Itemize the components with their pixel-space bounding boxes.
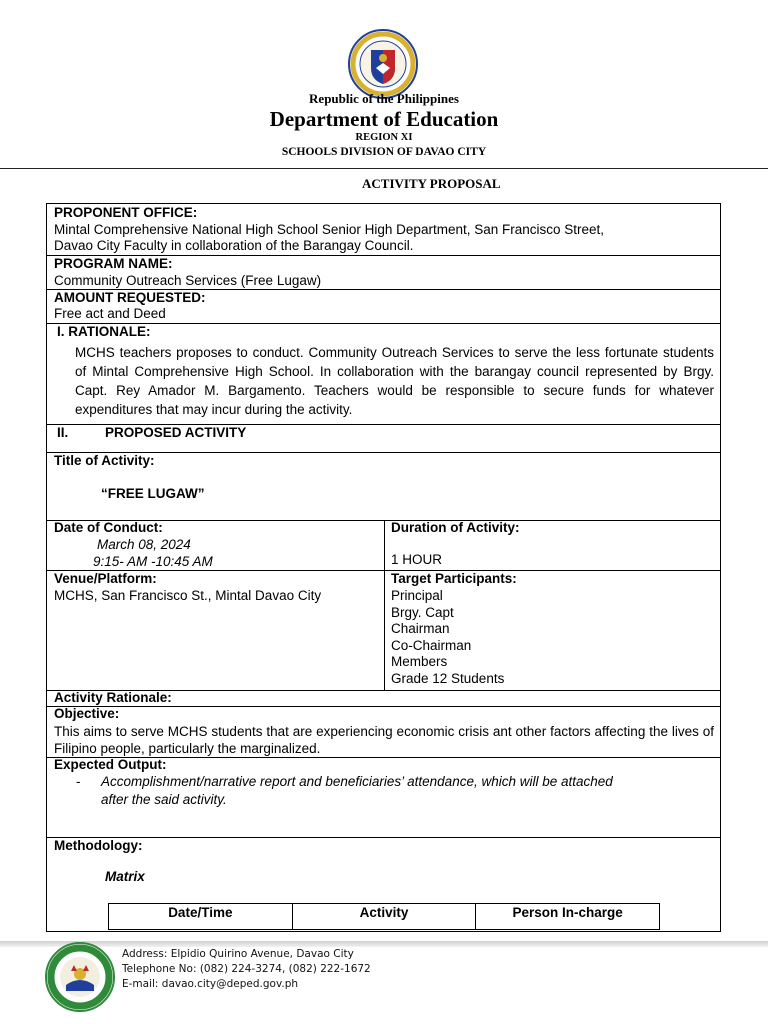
header-republic: Republic of the Philippines [309, 91, 459, 106]
expected-output-line2: after the said activity. [101, 792, 227, 807]
expected-output-label: Expected Output: [54, 757, 167, 772]
matrix-column-datetime: Date/Time [109, 904, 293, 929]
duration-label: Duration of Activity: [391, 520, 520, 535]
header-department: Department of Education [269, 107, 499, 131]
participant-item: Members [391, 654, 448, 669]
footer-address: Address: Elpidio Quirino Avenue, Davao City [122, 948, 354, 960]
duration-value: 1 HOUR [391, 552, 443, 567]
venue-label: Venue/Platform: [54, 571, 157, 586]
footer-phone: Telephone No: (082) 224-3274, (082) 222-1672 [122, 963, 371, 975]
header-division: SCHOOLS DIVISION OF DAVAO CITY [281, 146, 487, 158]
matrix-label: Matrix [105, 869, 145, 884]
deped-seal-logo [347, 28, 419, 100]
proponent-office-label: PROPONENT OFFICE: [54, 205, 198, 220]
header-divider [0, 168, 768, 169]
date-of-conduct-time: 9:15- AM -10:45 AM [93, 554, 213, 569]
objective-text: This aims to serve MCHS students that are experiencing economic crisis ant other factors affecting the lives of Filipino people, particularly the marginalized. [54, 724, 714, 756]
division-logo [44, 941, 116, 1013]
program-name-value: Community Outreach Services (Free Lugaw) [54, 273, 322, 288]
column-divider [384, 520, 385, 690]
proposed-activity-label: PROPOSED ACTIVITY [105, 425, 247, 440]
expected-output-bullet: - [76, 774, 81, 789]
amount-requested-label: AMOUNT REQUESTED: [54, 290, 206, 305]
rationale-label: I. RATIONALE: [57, 324, 151, 339]
date-of-conduct-label: Date of Conduct: [54, 520, 163, 535]
program-name-label: PROGRAM NAME: [54, 256, 173, 271]
participant-item: Principal [391, 588, 443, 603]
rationale-text: MCHS teachers proposes to conduct. Community Outreach Services to serve the less fortunate students of Mintal Comprehensive High School. In collaboration with the barangay council represented by Brgy. Capt. Rey Amador M. Bargamento. Teachers would be responsible to secure funds for whatever expenditures that may incur during the activity. [75, 345, 714, 417]
objective-label: Objective: [54, 706, 120, 721]
title-of-activity-label: Title of Activity: [54, 453, 155, 468]
row-divider [47, 706, 720, 707]
expected-output-line1: Accomplishment/narrative report and beneficiaries’ attendance, which will be attached [101, 774, 613, 789]
target-participants-label: Target Participants: [391, 571, 517, 586]
activity-proposal-form [46, 203, 721, 932]
participant-item: Chairman [391, 621, 450, 636]
methodology-label: Methodology: [54, 838, 143, 853]
proponent-office-line1: Mintal Comprehensive National High School Senior High Department, San Francisco Street, [54, 222, 605, 237]
matrix-column-person-in-charge: Person In-charge [512, 905, 623, 920]
matrix-column-activity: Activity [293, 904, 477, 929]
amount-requested-value: Free act and Deed [54, 306, 166, 321]
proponent-office-line2: Davao City Faculty in collaboration of the Barangay Council. [54, 238, 414, 253]
participant-item: Co-Chairman [391, 637, 472, 653]
footer-email[interactable]: E-mail: davao.city@deped.gov.ph [122, 978, 299, 990]
venue-value: MCHS, San Francisco St., Mintal Davao City [54, 588, 322, 603]
date-of-conduct-date: March 08, 2024 [97, 537, 191, 552]
activity-rationale-label: Activity Rationale: [54, 690, 172, 705]
participant-item: Grade 12 Students [391, 671, 505, 686]
document-title: ACTIVITY PROPOSAL [362, 176, 501, 191]
methodology-matrix-header [108, 903, 660, 930]
header-region: REGION XI [355, 132, 413, 143]
proposed-activity-number: II. [57, 425, 69, 440]
row-divider [47, 837, 720, 838]
title-of-activity-value: “FREE LUGAW” [101, 486, 205, 501]
participant-item: Brgy. Capt [391, 604, 454, 620]
